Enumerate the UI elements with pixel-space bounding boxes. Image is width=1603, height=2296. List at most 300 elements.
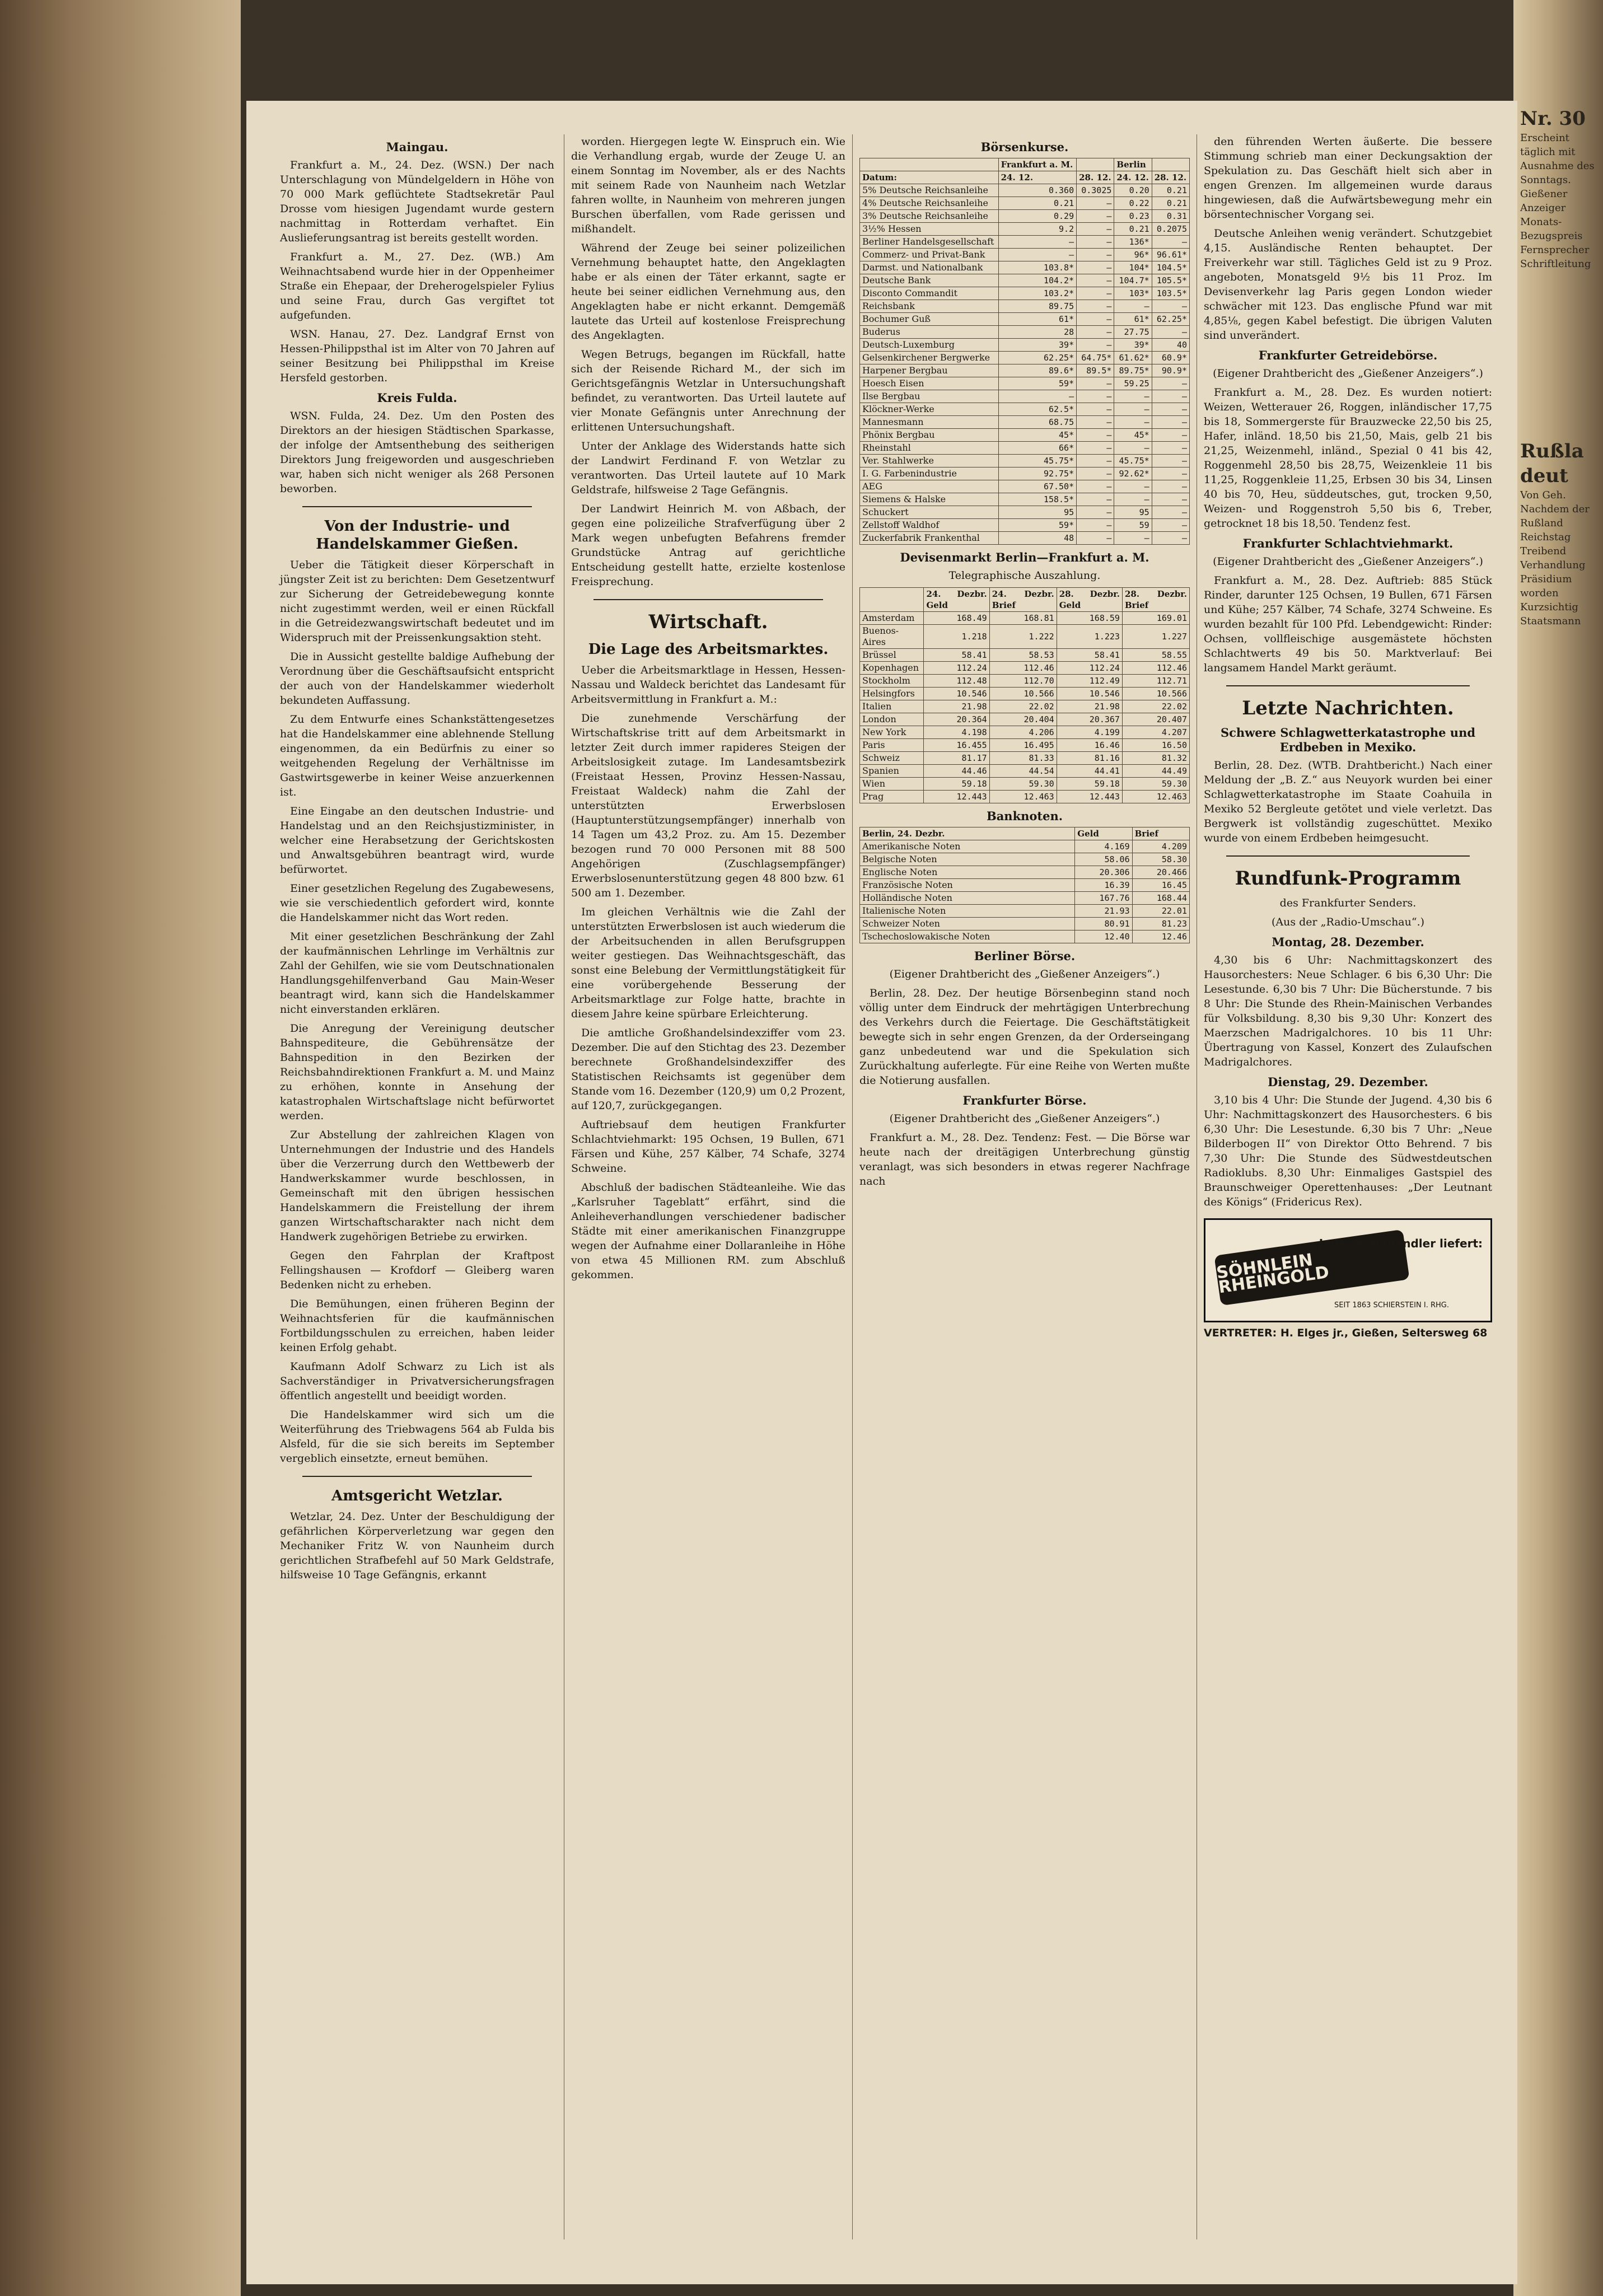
column-4 xyxy=(1204,134,1492,1340)
table-row xyxy=(860,930,1190,943)
adjacent-article-text: Von Geh. Nachdem der Rußland Reichstag Treibend Verhandlung Präsidium worden Kurzsichtig Staatsmann xyxy=(1520,489,1590,627)
table-row xyxy=(860,352,1190,364)
table-cell: 10.546 xyxy=(1057,688,1122,700)
advertisement-soehnlein xyxy=(1204,1218,1492,1322)
table-cell: 68.75 xyxy=(998,416,1077,429)
table-cell: Tschechoslowakische Noten xyxy=(860,930,1075,943)
table-cell: — xyxy=(1152,236,1189,249)
adjacent-page-fragment xyxy=(1520,106,1599,2267)
table-cell: — xyxy=(1152,403,1189,416)
table-cell: 104.5* xyxy=(1152,261,1189,274)
table-cell: 103.5* xyxy=(1152,287,1189,300)
table-cell: 22.02 xyxy=(1122,700,1189,713)
table-row xyxy=(860,416,1190,429)
table-header-cell xyxy=(1152,158,1189,171)
article-paragraph: WSN. Hanau, 27. Dez. Landgraf Ernst von Hessen-Philippsthal ist im Alter von 70 Jahren auf seiner Besitzung bei Philippsthal im Kreise Hersfeld gestorben. xyxy=(280,328,554,384)
table-header-row xyxy=(860,588,1190,612)
devisen-subtitle: Telegraphische Auszahlung. xyxy=(948,569,1101,582)
table-cell: 4% Deutsche Reichsanleihe xyxy=(860,197,999,210)
table-cell: 0.23 xyxy=(1114,210,1152,223)
article-paragraph: Deutsche Anleihen wenig verändert. Schutzgebiet 4,15. Ausländische Renten behauptet. Der Freiverkehr war still. Tägliches Geld ist zu 9 Proz. angeboten, Monatsgeld 9½ bis 11 Proz. Im Devisenverkehr lag Paris gegen London wieder schwächer mit 123. Das englische Pfund war mit 4,85⅛, gegen Kabel befestigt. Die übrigen Valuten sind unverändert. xyxy=(1204,227,1492,342)
table-cell: 61.62* xyxy=(1114,352,1152,364)
table-cell: 4.198 xyxy=(924,726,989,739)
table-cell: 20.367 xyxy=(1057,713,1122,726)
table-cell: 20.466 xyxy=(1132,866,1189,879)
table-cell: 112.24 xyxy=(1057,662,1122,675)
article-paragraph: Frankfurt a. M., 28. Dez. Tendenz: Fest. — Die Börse war heute nach der dreitägigen Unterbrechung günstig veranlagt, was sich besonders in etwas regerer Nachfrage nach xyxy=(859,1131,1190,1187)
table-cell: 16.50 xyxy=(1122,739,1189,752)
table-cell: 1.222 xyxy=(989,625,1057,649)
table-cell: 59* xyxy=(998,377,1077,390)
table-cell: 0.22 xyxy=(1114,197,1152,210)
table-cell: Stockholm xyxy=(860,675,924,688)
table-row xyxy=(860,236,1190,249)
table-cell: 0.20 xyxy=(1114,184,1152,197)
separator xyxy=(1226,855,1470,857)
table-cell: 0.2075 xyxy=(1152,223,1189,236)
table-cell: 10.566 xyxy=(1122,688,1189,700)
table-cell: Hoesch Eisen xyxy=(860,377,999,390)
article-paragraph: Frankfurt a. M., 28. Dez. Auftrieb: 885 Stück Rinder, darunter 125 Ochsen, 19 Bullen, 671 Färsen und Kühe; 257 Kälber, 74 Schafe, 3274 Schweine. Es wurden bezahlt für 100 Pfd. Lebendgewicht: Rinder: Ochsen, vollfleischige ausgemästete höchsten Schlachtwerts 49 bis 50. Marktverlauf: Bei langsamem Handel Markt geräumt. xyxy=(1204,574,1492,674)
table-cell: 59.25 xyxy=(1114,377,1152,390)
article-paragraph: Berlin, 28. Dez. Der heutige Börsenbeginn stand noch völlig unter dem Eindruck der mehrtägigen Unterbrechung des Verkehrs durch die Feiertage. Die Geschäftstätigkeit bewegte sich in sehr engen Grenzen, da der Orderseingang ganz unbedeutend war und die Spekulation sich Zurückhaltung auferlegte. Für eine Reihe von Werten mußte die Notierung ausfallen. xyxy=(859,987,1190,1087)
table-cell: Buenos-Aires xyxy=(860,625,924,649)
table-row xyxy=(860,713,1190,726)
table-row xyxy=(860,261,1190,274)
table-cell: Spanien xyxy=(860,765,924,778)
adjacent-masthead-text: Erscheint täglich mit Ausnahme des Sonntags. Gießener Anzeiger Monats-Bezugspreis Fernsprecher Schriftleitung xyxy=(1520,132,1595,270)
table-cell: 64.75* xyxy=(1077,352,1114,364)
table-cell: — xyxy=(1114,300,1152,313)
table-cell: Klöckner-Werke xyxy=(860,403,999,416)
table-cell: New York xyxy=(860,726,924,739)
table-cell: 45.75* xyxy=(998,455,1077,467)
table-cell: 0.31 xyxy=(1152,210,1189,223)
article-paragraph: Frankfurt a. M., 24. Dez. (WSN.) Der nach Unterschlagung von Mündelgeldern in Höhe von 70 000 Mark geflüchtete Stadtsekretär Paul Drosse vom hiesigen Jugendamt wurde gestern nachmittag in Rotterdam verhaftet. Ein Auslieferungsantrag ist bereits gestellt worden. xyxy=(280,159,554,244)
table-cell: — xyxy=(1152,506,1189,519)
article-paragraph: Die in Aussicht gestellte baldige Aufhebung der Verordnung über die Geschäftsaufsicht entspricht der auch von der Handelskammer wiederholt bekundeten Auffassung. xyxy=(280,651,554,707)
table-cell: Italien xyxy=(860,700,924,713)
table-cell: 45* xyxy=(1114,429,1152,442)
table-cell: — xyxy=(1077,532,1114,545)
table-row xyxy=(860,752,1190,765)
table-cell: 12.443 xyxy=(1057,791,1122,803)
table-row xyxy=(860,905,1190,918)
article-paragraph: Berlin, 28. Dez. (WTB. Drahtbericht.) Nach einer Meldung der „B. Z.“ aus Neuyork wurden bei einer Schlagwetterkatastrophe im Staate Coahuila in Mexiko 52 Bergleute getötet und viele verletzt. Das Bergwerk ist vollständig zugeschüttet. Mexiko wurde von einem Erdbeben heimgesucht. xyxy=(1204,759,1492,844)
table-row xyxy=(860,918,1190,930)
article-paragraph: Die Handelskammer wird sich um die Weiterführung des Triebwagens 564 ab Fulda bis Alsfeld, für die sie sich bereits im September vergeblich einsetzte, erneut bemühen. xyxy=(280,1409,554,1465)
article-paragraph: Ueber die Tätigkeit dieser Körperschaft in jüngster Zeit ist zu berichten: Dem Gesetzentwurf zur Sicherung der Getreidebewegung konnte nicht zugestimmt werden, weil er einen Rückfall in die Getreidezwangswirtschaft bedeutet und im Widerspruch mit der Preissenkungsaktion steht. xyxy=(280,559,554,644)
article-paragraph: Wegen Betrugs, begangen im Rückfall, hatte sich der Reisende Richard M., der sich im Gerichtsgefängnis Wetzlar in Untersuchungshaft befindet, zu verantworten. Das Urteil lautete auf vier Monate Gefängnis unter Anrechnung der erlittenen Untersuchungshaft. xyxy=(571,348,845,433)
table-cell: 59.18 xyxy=(1057,778,1122,791)
table-cell: Prag xyxy=(860,791,924,803)
table-cell: — xyxy=(1152,532,1189,545)
table-row xyxy=(860,519,1190,532)
table-cell: 89.75 xyxy=(998,300,1077,313)
newspaper-page xyxy=(246,101,1517,2284)
table-cell: — xyxy=(1152,467,1189,480)
column-1 xyxy=(280,134,554,1587)
adjacent-issue-number: Nr. 30 xyxy=(1520,107,1586,130)
table-header-row xyxy=(860,171,1190,184)
section-heading-maingau: Maingau. xyxy=(386,140,448,154)
column-rule xyxy=(852,134,853,2239)
table-cell: 62.25* xyxy=(998,352,1077,364)
table-cell: Rheinstahl xyxy=(860,442,999,455)
table-cell: 112.49 xyxy=(1057,675,1122,688)
table-cell: 90.9* xyxy=(1152,364,1189,377)
table-cell: Reichsbank xyxy=(860,300,999,313)
table-header-cell: 24. 12. xyxy=(1114,171,1152,184)
table-cell: 4.209 xyxy=(1132,840,1189,853)
table-row xyxy=(860,313,1190,326)
article-paragraph: Gegen den Fahrplan der Kraftpost Fellingshausen — Krofdorf — Gleiberg waren Bedenken nicht zu erheben. xyxy=(280,1250,554,1291)
table-cell: — xyxy=(1077,429,1114,442)
table-cell: — xyxy=(1077,506,1114,519)
table-cell: 3½% Hessen xyxy=(860,223,999,236)
table-row xyxy=(860,210,1190,223)
table-cell: 112.71 xyxy=(1122,675,1189,688)
table-cell: 104.7* xyxy=(1114,274,1152,287)
table-cell: 95 xyxy=(998,506,1077,519)
table-cell: 44.46 xyxy=(924,765,989,778)
separator xyxy=(302,506,532,507)
table-cell: 22.02 xyxy=(989,700,1057,713)
table-cell: 112.70 xyxy=(989,675,1057,688)
table-cell: 16.46 xyxy=(1057,739,1122,752)
table-cell: Holländische Noten xyxy=(860,892,1075,905)
table-cell: Italienische Noten xyxy=(860,905,1075,918)
table-row xyxy=(860,339,1190,352)
table-cell: 20.306 xyxy=(1075,866,1132,879)
table-cell: Gelsenkirchener Bergwerke xyxy=(860,352,999,364)
table-row xyxy=(860,840,1190,853)
article-paragraph: Während der Zeuge bei seiner polizeilichen Vernehmung behauptet hatte, den Angeklagten habe er als einen der Täter erkannt, sagte er heute bei seiner eidlichen Vernehmung aus, den Angeklagten habe er nicht erkannt. Demgemäß lautete das Urteil auf kostenlose Freisprechung des Angeklagten. xyxy=(571,242,845,342)
program-day-monday: Montag, 28. Dezember. xyxy=(1272,935,1424,949)
table-cell: 105.5* xyxy=(1152,274,1189,287)
table-row xyxy=(860,480,1190,493)
table-cell: — xyxy=(1152,390,1189,403)
section-heading-fulda: Kreis Fulda. xyxy=(377,391,457,405)
rundfunk-source: (Aus der „Radio-Umschau“.) xyxy=(1271,916,1425,928)
table-cell: 112.46 xyxy=(1122,662,1189,675)
table-header-cell xyxy=(1077,158,1114,171)
table-cell: 39* xyxy=(998,339,1077,352)
table-cell: Englische Noten xyxy=(860,866,1075,879)
table-cell: 112.24 xyxy=(924,662,989,675)
table-cell: — xyxy=(1152,455,1189,467)
table-row xyxy=(860,184,1190,197)
table-cell: — xyxy=(1152,429,1189,442)
table-cell: — xyxy=(1077,223,1114,236)
table-cell: 1.218 xyxy=(924,625,989,649)
table-cell: 0.21 xyxy=(1114,223,1152,236)
table-header-cell: 28. Dezbr. Geld xyxy=(1057,588,1122,612)
table-cell: — xyxy=(1114,442,1152,455)
table-cell: — xyxy=(1114,532,1152,545)
table-cell: 92.75* xyxy=(998,467,1077,480)
table-row xyxy=(860,791,1190,803)
table-cell: 112.48 xyxy=(924,675,989,688)
table-row xyxy=(860,377,1190,390)
table-cell: 12.463 xyxy=(989,791,1057,803)
table-cell: 20.404 xyxy=(989,713,1057,726)
table-header-row xyxy=(860,158,1190,171)
article-paragraph: Zu dem Entwurfe eines Schankstättengesetzes hat die Handelskammer eine ablehnende Stellung eingenommen, da ein Bedürfnis zu einer so weitgehenden Regelung der Verhältnisse im Gastwirtsgewerbe in keiner Weise anzuerkennen ist. xyxy=(280,713,554,798)
table-cell: Zuckerfabrik Frankenthal xyxy=(860,532,999,545)
article-paragraph: Ueber die Arbeitsmarktlage in Hessen, Hessen-Nassau und Waldeck berichtet das Landesamt für Arbeitsvermittlung in Frankfurt a. M.: xyxy=(571,664,845,705)
table-cell: 59* xyxy=(998,519,1077,532)
table-header-cell: Geld xyxy=(1075,827,1132,840)
table-cell: 81.32 xyxy=(1122,752,1189,765)
table-cell: — xyxy=(1152,377,1189,390)
table-row xyxy=(860,700,1190,713)
headline-handelskammer: Von der Industrie- und Handelskammer Gießen. xyxy=(316,518,518,553)
table-row xyxy=(860,429,1190,442)
article-paragraph: Abschluß der badischen Städteanleihe. Wie das „Karlsruher Tageblatt“ erfährt, sind die Anleiheverhandlungen verschiedener badischer Städte mit einer amerikanischen Finanzgruppe wegen der Aufnahme einer Dollaranleihe in Höhe von etwa 45 Millionen RM. zum Abschluß gekommen. xyxy=(571,1181,845,1281)
table-cell: — xyxy=(1077,261,1114,274)
table-cell: — xyxy=(1152,442,1189,455)
table-cell: 81.33 xyxy=(989,752,1057,765)
table-cell: 60.9* xyxy=(1152,352,1189,364)
table-cell: 44.54 xyxy=(989,765,1057,778)
table-cell: 22.01 xyxy=(1132,905,1189,918)
frankfurter-boerse-source: (Eigener Drahtbericht des „Gießener Anzeigers“.) xyxy=(889,1112,1160,1125)
table-header-cell: 24. Dezbr. Brief xyxy=(989,588,1057,612)
table-cell: 44.49 xyxy=(1122,765,1189,778)
table-row xyxy=(860,223,1190,236)
table-cell: Amerikanische Noten xyxy=(860,840,1075,853)
table-cell: 89.5* xyxy=(1077,364,1114,377)
table-cell: 10.566 xyxy=(989,688,1057,700)
table-cell: 20.364 xyxy=(924,713,989,726)
table-cell: Amsterdam xyxy=(860,612,924,625)
table-cell: 21.93 xyxy=(1075,905,1132,918)
table-cell: — xyxy=(1077,377,1114,390)
table-cell: 16.39 xyxy=(1075,879,1132,892)
table-cell: 59.18 xyxy=(924,778,989,791)
table-cell: — xyxy=(1152,480,1189,493)
table-row xyxy=(860,467,1190,480)
table-cell: Helsingfors xyxy=(860,688,924,700)
table-header-cell: 28. 12. xyxy=(1152,171,1189,184)
table-cell: — xyxy=(1114,390,1152,403)
section-heading-berliner-boerse: Berliner Börse. xyxy=(974,949,1076,963)
table-cell: 62.5* xyxy=(998,403,1077,416)
book-binding xyxy=(0,0,241,2296)
table-cell: 0.21 xyxy=(1152,197,1189,210)
table-cell: 103.8* xyxy=(998,261,1077,274)
table-cell: 58.53 xyxy=(989,649,1057,662)
article-paragraph: Auftriebsauf dem heutigen Frankfurter Schlachtviehmarkt: 195 Ochsen, 19 Bullen, 671 Färsen und Kühe, 257 Kälber, 74 Schafe, 3274 Schweine. xyxy=(571,1119,845,1175)
table-cell: — xyxy=(998,249,1077,261)
table-cell: 168.44 xyxy=(1132,892,1189,905)
table-cell: — xyxy=(1077,249,1114,261)
headline-arbeitsmarkt: Die Lage des Arbeitsmarktes. xyxy=(588,641,829,658)
table-cell: 12.463 xyxy=(1122,791,1189,803)
table-cell: — xyxy=(1077,339,1114,352)
table-cell: — xyxy=(1114,493,1152,506)
table-cell: Deutsch-Luxemburg xyxy=(860,339,999,352)
table-cell: 96.61* xyxy=(1152,249,1189,261)
table-cell: — xyxy=(1077,455,1114,467)
table-cell: 0.21 xyxy=(1152,184,1189,197)
separator xyxy=(593,599,823,600)
table-row xyxy=(860,390,1190,403)
table-cell: — xyxy=(1077,197,1114,210)
table-row xyxy=(860,778,1190,791)
section-heading-frankfurter-boerse: Frankfurter Börse. xyxy=(962,1093,1087,1107)
table-cell: 4.169 xyxy=(1075,840,1132,853)
ad-brand-logo: SÖHNLEIN RHEINGOLD xyxy=(1214,1229,1409,1306)
table-cell: 28 xyxy=(998,326,1077,339)
table-header-cell: 28. 12. xyxy=(1077,171,1114,184)
table-row xyxy=(860,625,1190,649)
table-cell: 89.6* xyxy=(998,364,1077,377)
article-paragraph: 4,30 bis 6 Uhr: Nachmittagskonzert des Hausorchesters: Neue Schlager. 6 bis 6,30 Uhr: Die Lesestunde. 6,30 bis 7 Uhr: Die Bücherstunde. 7 bis 8 Uhr: Die Stunde des Rhein-Mainischen Verbandes für Volksbildung. 8,30 bis 9,30 Uhr: Konzert des Maerzschen Madrigalchores. 10 bis 11 Uhr: Übertragung von Kassel, Konzert des Zulaufschen Madrigalchores. xyxy=(1204,954,1492,1068)
table-row xyxy=(860,197,1190,210)
headline-amtsgericht: Amtsgericht Wetzlar. xyxy=(331,1488,503,1504)
table-cell: 16.495 xyxy=(989,739,1057,752)
table-header-cell xyxy=(860,158,999,171)
table-cell: Mannesmann xyxy=(860,416,999,429)
adjacent-headline: Rußla deut xyxy=(1520,440,1584,487)
section-heading-schlachtvieh: Frankfurter Schlachtviehmarkt. xyxy=(1242,536,1454,550)
table-cell: 168.81 xyxy=(989,612,1057,625)
table-cell: 59.30 xyxy=(1122,778,1189,791)
table-cell: 80.91 xyxy=(1075,918,1132,930)
getreide-source: (Eigener Drahtbericht des „Gießener Anzeigers“.) xyxy=(1213,367,1483,380)
table-header-cell: 24. 12. xyxy=(998,171,1077,184)
table-row xyxy=(860,892,1190,905)
boersenkurse-table xyxy=(859,158,1190,545)
table-cell: 5% Deutsche Reichsanleihe xyxy=(860,184,999,197)
table-row xyxy=(860,274,1190,287)
table-header-cell: Brief xyxy=(1132,827,1189,840)
table-row xyxy=(860,765,1190,778)
table-cell: 81.17 xyxy=(924,752,989,765)
table-cell: — xyxy=(1152,519,1189,532)
table-cell: — xyxy=(998,236,1077,249)
table-cell: 168.59 xyxy=(1057,612,1122,625)
article-paragraph: 3,10 bis 4 Uhr: Die Stunde der Jugend. 4,30 bis 6 Uhr: Nachmittagskonzert des Hausorchesters. 6 bis 6,30 Uhr: Die Lesestunde. 6,30 bis 7 Uhr: „Neue Bilderbogen II“ von Direktor Otto Behrend. 7 bis 7,30 Uhr: Die Stunde des Südwestdeutschen Radioklubs. 8,30 Uhr: Einmaliges Gastspiel des Braunschweiger Operettenhauses: „Der Leutnant des Königs“ (Fridericus Rex). xyxy=(1204,1094,1492,1208)
table-cell: — xyxy=(1077,403,1114,416)
table-cell: 12.40 xyxy=(1075,930,1132,943)
table-cell: 20.407 xyxy=(1122,713,1189,726)
table-cell: 10.546 xyxy=(924,688,989,700)
table-row xyxy=(860,866,1190,879)
article-paragraph: Eine Eingabe an den deutschen Industrie- und Handelstag und an den Reichsjustizminister, in welcher eine Herabsetzung der Gerichtskosten und Anwaltsgebühren beantragt wird, wurde befürwortet. xyxy=(280,805,554,876)
table-cell: 169.01 xyxy=(1122,612,1189,625)
table-cell: Schuckert xyxy=(860,506,999,519)
table-cell: 45.75* xyxy=(1114,455,1152,467)
table-cell: — xyxy=(1114,480,1152,493)
table-cell: — xyxy=(1077,519,1114,532)
table-cell: 62.25* xyxy=(1152,313,1189,326)
table-cell: Commerz- und Privat-Bank xyxy=(860,249,999,261)
table-cell: 167.76 xyxy=(1075,892,1132,905)
article-paragraph: Die zunehmende Verschärfung der Wirtschaftskrise tritt auf dem Arbeitsmarkt in letzter Zeit durch immer rapideres Steigen der Arbeitslosigkeit zutage. Im Landesamtsbezirk (Freistaat Hessen, Provinz Hessen-Nassau, Freistaat Waldeck) nahm die Zahl der unterstützten Erwerbslosen (Hauptunterstützungsempfänger) innerhalb von 14 Tagen um 43,2 Proz. zu. Am 15. Dezember bezogen rund 70 000 Personen mit 88 500 Angehörigen (Zuschlagsempfänger) Erwerbslosenunterstützung gegen 48 800 bzw. 61 500 am 1. Dezember. xyxy=(571,712,845,899)
table-cell: 81.16 xyxy=(1057,752,1122,765)
table-cell: 58.30 xyxy=(1132,853,1189,866)
table-cell: AEG xyxy=(860,480,999,493)
table-cell: Darmst. und Nationalbank xyxy=(860,261,999,274)
table-cell: 39* xyxy=(1114,339,1152,352)
article-paragraph: Frankfurt a. M., 28. Dez. Es wurden notiert: Weizen, Wetterauer 26, Roggen, inländischer 17,75 bis 18, Sommergerste für Brauzwecke 22,50 bis 25, Hafer, inländ. 18,50 bis 21,50, Mais, gelb 21 bis 21,25, Weizenmehl, inländ., Spezial 0 41 bis 42, Roggenmehl 28,50 bis 28,75, Weizenkleie 11 bis 11,25, Roggenkleie 11,25, Erbsen 30 bis 34, Linsen 40 bis 70, Heu, süddeutsches, gut, trocken 9,50, Weizen- und Roggenstroh 5,50 bis 6, Treber, getrocknet 18 bis 18,50. Tendenz fest. xyxy=(1204,386,1492,530)
table-header-row xyxy=(860,827,1190,840)
table-cell: Schweizer Noten xyxy=(860,918,1075,930)
table-header-cell: Datum: xyxy=(860,171,999,184)
column-2 xyxy=(571,134,845,1287)
article-paragraph: Zur Abstellung der zahlreichen Klagen von Unternehmungen der Industrie und des Handels über die Verzerrung durch den Wettbewerb der Handwerkskammer wurde beschlossen, in Gemeinschaft mit den übrigen hessischen Handelskammern die Freistellung der ihrem ganzen Wirtschaftscharakter nach nicht dem Handwerk zugehörigen Betriebe zu erwirken. xyxy=(280,1129,554,1243)
article-paragraph: Der Landwirt Heinrich M. von Aßbach, der gegen eine polizeiliche Strafverfügung über 2 Mark wegen unbefugten Befahrens fremder Grundstücke Antrag auf gerichtliche Entscheidung gestellt hatte, erzielte kostenlose Freisprechung. xyxy=(571,503,845,588)
table-cell: — xyxy=(1114,416,1152,429)
article-paragraph: Die Bemühungen, einen früheren Beginn der Weihnachtsferien für die kaufmännischen Fortbildungsschulen zu erreichen, haben leider keinen Erfolg gehabt. xyxy=(280,1298,554,1354)
article-paragraph: Mit einer gesetzlichen Beschränkung der Zahl der kaufmännischen Lehrlinge im Verhältnis zur Zahl der Gehilfen, wie sie vom Deutschnationalen Handlungsgehilfenverband Gau Main-Weser beantragt wird, kann sich die Handelskammer nicht einverstanden erklären. xyxy=(280,930,554,1016)
table-cell: 45* xyxy=(998,429,1077,442)
table-cell: 4.199 xyxy=(1057,726,1122,739)
table-cell: 59.30 xyxy=(989,778,1057,791)
table-row xyxy=(860,287,1190,300)
table-row xyxy=(860,403,1190,416)
article-paragraph: WSN. Fulda, 24. Dez. Um den Posten des Direktors an der hiesigen Städtischen Sparkasse, der infolge der Amtsenthebung des seitherigen Direktors Jung freigeworden und ausgeschrieben war, haben sich nicht weniger als 268 Personen beworben. xyxy=(280,410,554,495)
table-cell: 112.46 xyxy=(989,662,1057,675)
table-row xyxy=(860,364,1190,377)
table-cell: 58.06 xyxy=(1075,853,1132,866)
table-cell: 0.360 xyxy=(998,184,1077,197)
table-cell: Bochumer Guß xyxy=(860,313,999,326)
table-row xyxy=(860,300,1190,313)
table-cell: — xyxy=(1077,210,1114,223)
table-cell: — xyxy=(1077,236,1114,249)
table-cell: 4.207 xyxy=(1122,726,1189,739)
table-row xyxy=(860,675,1190,688)
table-cell: 103* xyxy=(1114,287,1152,300)
article-paragraph: worden. Hiergegen legte W. Einspruch ein. Wie die Verhandlung ergab, wurde der Zeuge U. an einem Sonntag im November, als er des Nachts mit seinem Rade von Naunheim nach Wetzlar fahren wollte, in Naunheim von mehreren jungen Burschen überfallen, vom Rade gerissen und mißhandelt. xyxy=(571,135,845,235)
article-paragraph: Unter der Anklage des Widerstands hatte sich der Landwirt Ferdinand F. von Wetzlar zu verantworten. Das Urteil lautete auf 10 Mark Geldstrafe, hilfsweise 2 Tage Gefängnis. xyxy=(571,440,845,496)
table-cell: — xyxy=(998,390,1077,403)
table-cell: — xyxy=(1077,274,1114,287)
table-cell: — xyxy=(1077,287,1114,300)
table-cell: — xyxy=(1077,480,1114,493)
table-cell: 4.206 xyxy=(989,726,1057,739)
table-row xyxy=(860,249,1190,261)
table-cell: — xyxy=(1077,390,1114,403)
table-cell: 9.2 xyxy=(998,223,1077,236)
table-row xyxy=(860,326,1190,339)
rundfunk-subtitle: des Frankfurter Senders. xyxy=(1279,897,1417,909)
article-paragraph: Wetzlar, 24. Dez. Unter der Beschuldigung der gefährlichen Körperverletzung war gegen den Mechaniker Fritz W. von Naunheim durch gerichtlichen Strafbefehl auf 50 Mark Geldstrafe, hilfsweise 10 Tage Gefängnis, erkannt xyxy=(280,1511,554,1581)
table-row xyxy=(860,662,1190,675)
table-cell: Ver. Stahlwerke xyxy=(860,455,999,467)
devisen-table xyxy=(859,587,1190,803)
table-row xyxy=(860,506,1190,519)
table-cell: 67.50* xyxy=(998,480,1077,493)
table-cell: — xyxy=(1152,493,1189,506)
table-cell: 103.2* xyxy=(998,287,1077,300)
article-paragraph: Kaufmann Adolf Schwarz zu Lich ist als Sachverständiger in Privatversicherungsfragen öffentlich angestellt und beeidigt worden. xyxy=(280,1360,554,1402)
table-cell: Deutsche Bank xyxy=(860,274,999,287)
table-row xyxy=(860,442,1190,455)
table-header-cell: 24. Dezbr. Geld xyxy=(924,588,989,612)
table-cell: Paris xyxy=(860,739,924,752)
table-header-cell xyxy=(860,588,924,612)
table-cell: Wien xyxy=(860,778,924,791)
table-cell: London xyxy=(860,713,924,726)
table-cell: Französische Noten xyxy=(860,879,1075,892)
separator xyxy=(302,1476,532,1477)
table-cell: 48 xyxy=(998,532,1077,545)
